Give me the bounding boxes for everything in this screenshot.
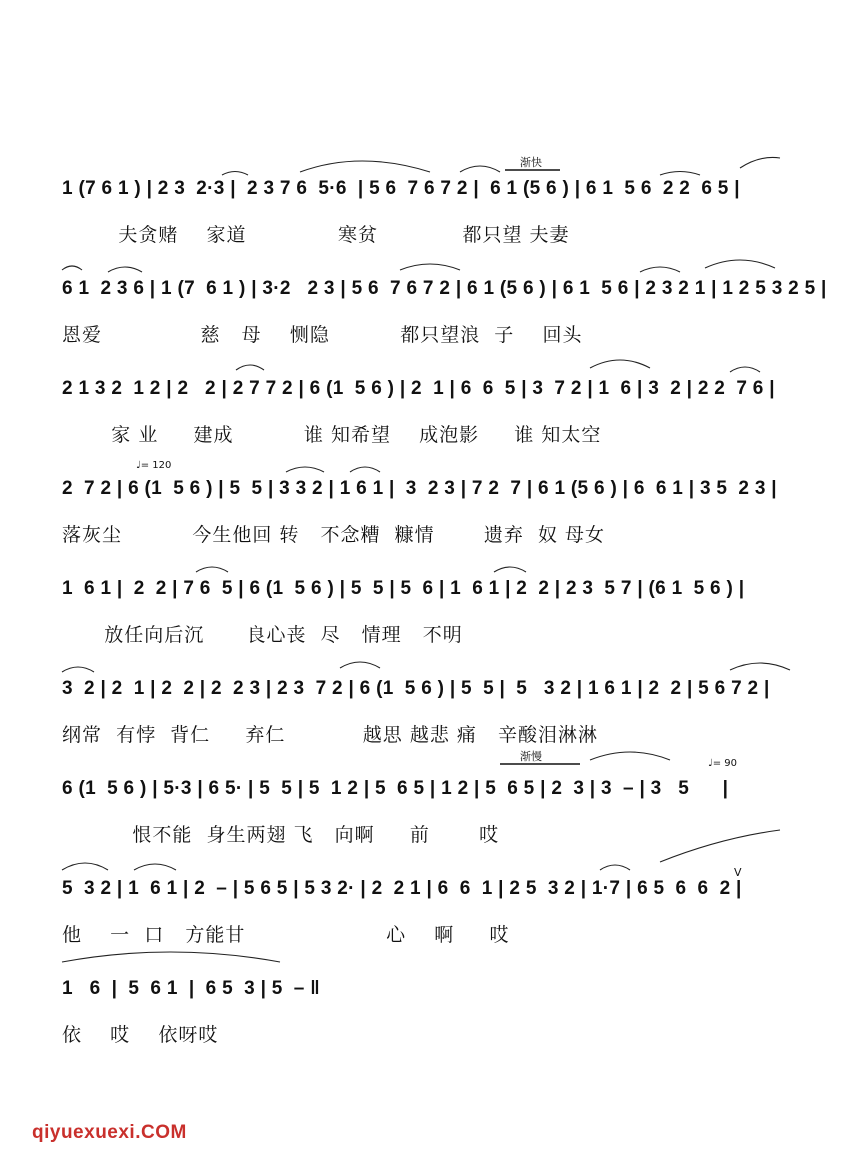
- breath-mark: V: [734, 866, 742, 879]
- ritardando-mark: 渐慢: [520, 750, 542, 763]
- notation-line-5: 1 6 1 | 2 2 | 7 6 5 | 6 (1 5 6 ) | 5 5 | 5 6 | 1 6 1 | 2 2 | 2 3 5 7 | (6 1 5 6 ) |: [62, 578, 745, 599]
- notation-line-2: 6 1 2 3 6 | 1 (7 6 1 ) | 3·2 2 3 | 5 6 7 6 7 2 | 6 1 (5 6 ) | 6 1 5 6 | 2 3 2 1 | 1 2 5 3 2 5 |: [62, 278, 827, 299]
- accelerando-mark: 渐快: [520, 156, 542, 169]
- notation-line-3: 2 1 3 2 1 2 | 2 2 | 2 7 7 2 | 6 (1 5 6 ) | 2 1 | 6 6 5 | 3 7 2 | 1 6 | 3 2 | 2 2 7 6 |: [62, 378, 775, 399]
- notation-line-1: 1 (7 6 1 ) | 2 3 2·3 | 2 3 7 6 5·6 | 5 6 7 6 7 2 | 6 1 (5 6 ) | 6 1 5 6 2 2 6 5 |: [62, 178, 740, 199]
- tempo-mark-90: [708, 758, 737, 769]
- site-watermark: qiyuexuexi.COM: [32, 1122, 187, 1143]
- lyrics-line-5: 放任向后沉 良心丧 尽 情理 不明: [62, 624, 463, 646]
- slur: [730, 367, 760, 372]
- notation-line-6: 3 2 | 2 1 | 2 2 | 2 2 3 | 2 3 7 2 | 6 (1 5 6 ) | 5 5 | 5 3 2 | 1 6 1 | 2 2 | 5 6 7 2 |: [62, 678, 770, 699]
- notation-line-9: 1 6 | 5 6 1 | 6 5 3 | 5 – ‖: [62, 978, 321, 999]
- lyrics-line-3: 家 业 建成 谁 知希望 成泡影 谁 知太空: [62, 424, 602, 446]
- notation-line-7: 6 (1 5 6 ) | 5·3 | 6 5· | 5 5 | 5 1 2 | 5 6 5 | 1 2 | 5 6 5 | 2 3 | 3 – | 3 5 |: [62, 778, 729, 799]
- lyrics-line-9: 依 哎 依呀哎: [62, 1024, 219, 1046]
- slur: [660, 830, 780, 862]
- slur: [62, 863, 108, 870]
- slur: [222, 172, 248, 176]
- slur: [236, 365, 264, 370]
- slur: [730, 663, 790, 670]
- slur: [300, 161, 430, 172]
- lyrics-line-4: 落灰尘 今生他回 转 不念糟 糠情 遗弃 奴 母女: [62, 524, 606, 546]
- slur: [340, 662, 380, 668]
- slur: [705, 260, 775, 268]
- slur: [494, 567, 526, 572]
- slur: [600, 865, 630, 870]
- slur: [134, 864, 176, 870]
- slur: [108, 267, 142, 272]
- lyrics-line-1: 夫贪赌 家道 寒贫 都只望 夫妻: [62, 224, 570, 246]
- notation-line-4: 2 7 2 | 6 (1 5 6 ) | 5 5 | 3 3 2 | 1 6 1 | 3 2 3 | 7 2 7 | 6 1 (5 6 ) | 6 6 1 | 3 5 2 3 |: [62, 478, 777, 499]
- lyrics-line-2: 恩爱 慈 母 恻隐 都只望浪 子 回头: [62, 324, 583, 346]
- tempo-mark-120: [136, 460, 171, 471]
- notation-line-8: 5 3 2 | 1 6 1 | 2 – | 5 6 5 | 5 3 2· | 2 2 1 | 6 6 1 | 2 5 3 2 | 1·7 | 6 5 6 6 2 |: [62, 878, 742, 899]
- slur: [660, 172, 700, 176]
- tempo-120-label: ♩= 120: [136, 460, 172, 471]
- slur: [62, 952, 280, 962]
- slur: [590, 752, 670, 760]
- slur: [740, 157, 780, 168]
- slur: [286, 467, 324, 472]
- slur: [62, 266, 82, 270]
- slur: [460, 166, 500, 172]
- slur: [640, 267, 680, 272]
- lyrics-line-7: 恨不能 身生两翅 飞 向啊 前 哎: [62, 824, 500, 846]
- tempo-90-label: ♩= 90: [708, 758, 737, 769]
- slur: [62, 667, 94, 672]
- lyrics-line-6: 纲常 有悖 背仁 弃仁 越思 越悲 痛 辛酸泪淋淋: [62, 724, 598, 746]
- lyrics-line-8: 他 一 口 方能甘 心 啊 哎: [62, 924, 510, 946]
- slur: [350, 467, 380, 472]
- slur: [590, 360, 650, 368]
- slur: [400, 264, 460, 270]
- slur: [196, 567, 228, 572]
